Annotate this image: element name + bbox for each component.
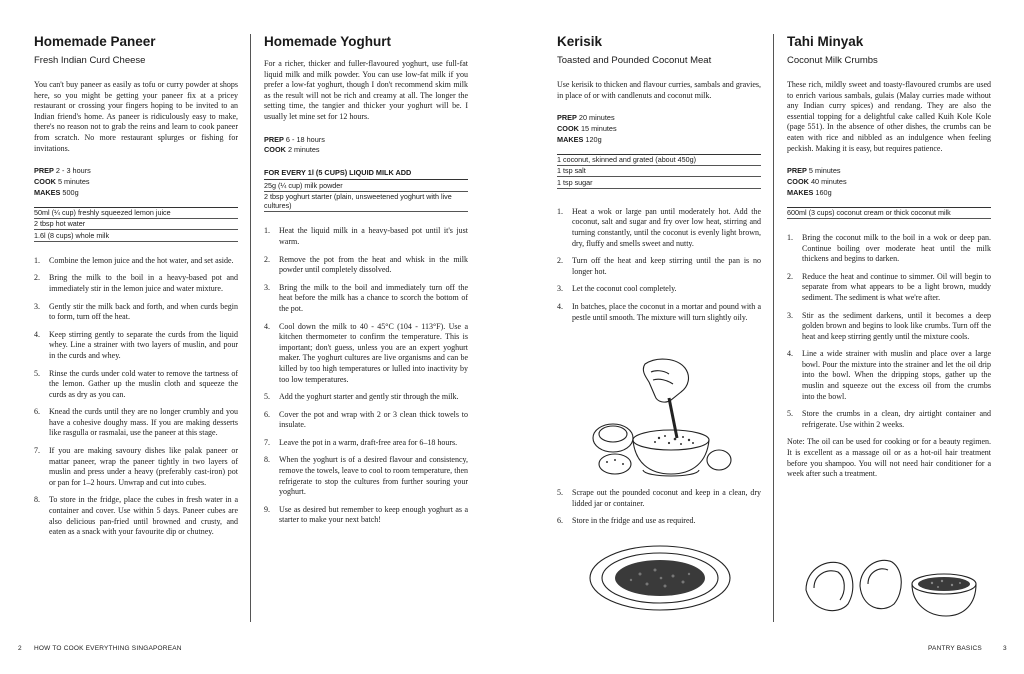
- step-number: 3.: [34, 301, 40, 311]
- cook-time: 15 minutes: [580, 123, 617, 133]
- ingredient-item: 1 coconut, skinned and grated (about 450g): [557, 155, 761, 166]
- method-step: [264, 438, 468, 449]
- method-step: [264, 226, 468, 247]
- prep-time: 20 minutes: [578, 113, 615, 123]
- prep-time: 2 - 3 hours: [55, 166, 91, 176]
- method-step: [787, 233, 991, 265]
- step-number: 4.: [787, 349, 793, 359]
- step-number: 2.: [787, 271, 793, 281]
- ingredient-list: [264, 179, 468, 212]
- step-number: 6.: [557, 516, 563, 526]
- step-number: 1.: [787, 232, 793, 242]
- method-step: [557, 488, 761, 509]
- method-step: [34, 446, 238, 488]
- makes-label: MAKES: [557, 134, 584, 144]
- ingredient-item: 1 tsp sugar: [557, 177, 761, 188]
- recipe-meta: [34, 166, 238, 198]
- method-steps: [557, 488, 761, 527]
- running-footer-left: HOW TO COOK EVERYTHING SINGAPOREAN: [34, 645, 182, 652]
- plate-illustration: [585, 538, 735, 618]
- ingredient-item: 1 tsp salt: [557, 166, 761, 177]
- method-step: [264, 392, 468, 403]
- cook-time: 40 minutes: [810, 176, 847, 186]
- ingredient-list: [557, 154, 761, 189]
- prep-label: PREP: [557, 113, 577, 123]
- column-divider: [250, 34, 251, 622]
- step-number: 3.: [557, 284, 563, 294]
- ingredient-item: 50ml (¼ cup) freshly squeezed lemon juice: [34, 208, 238, 219]
- step-number: 2.: [34, 273, 40, 283]
- step-number: 2.: [557, 256, 563, 266]
- step-number: 5.: [34, 368, 40, 378]
- recipe-title: Homemade Paneer: [34, 34, 156, 49]
- step-text: Heat a wok or large pan until moderately hot. Add the coconut, salt and sugar and fry over low heat, stirring and turning constantly, until the coconut is evenly light brown, dry, fluffy and smells sweet and nutty.: [572, 206, 761, 248]
- step-number: 1.: [264, 226, 270, 236]
- step-text: Leave the pot in a warm, draft-free area for 6–18 hours.: [279, 437, 458, 447]
- step-text: Let the coconut cool completely.: [572, 284, 677, 294]
- step-number: 3.: [787, 310, 793, 320]
- method-step: [34, 330, 238, 362]
- kerisik-recipe: [557, 34, 761, 330]
- step-text: In batches, place the coconut in a mortar and pound with a pestle until smooth. The mixture will turn slightly oily.: [572, 301, 761, 322]
- recipe-note: Note: The oil can be used for cooking or for a beauty regimen. It is excellent as a massage oil or as a hot-oil hair treatment before you shampoo. You will not need hair conditioner for a week after such a treatment.: [787, 437, 991, 479]
- step-text: Line a wide strainer with muslin and place over a large bowl. Pour the mixture into the strainer and let the oil drip into the bowl. When the dripping stops, gather up the muslin and squeeze out the excess oil from the crumbs into the bowl.: [802, 349, 991, 401]
- method-steps: [787, 233, 991, 431]
- makes-amount: 120g: [585, 134, 602, 144]
- page-number-right: 3: [1003, 645, 1007, 652]
- makes-label: MAKES: [34, 187, 61, 197]
- step-number: 1.: [557, 206, 563, 216]
- method-step: [264, 283, 468, 315]
- step-number: 3.: [264, 282, 270, 292]
- step-text: Knead the curds until they are no longer crumbly and you have a cohesive doughy mass. If you are making desserts like rasgulla or rasmalai, use the paneer at this stage.: [49, 407, 238, 438]
- step-number: 5.: [264, 392, 270, 402]
- tahi-minyak-recipe: [787, 34, 991, 488]
- recipe-intro: These rich, mildly sweet and toasty-flavoured crumbs are used to enrich various sambals, gulais (Malay curries made without any Indian curry spices) and rendang. They are also the essential topping for a delightful cake called Kuih Kole Kole (page 551). In the absence of other dishes, the crumbs can be eaten with rice and nibbled as an indulgence when feeling peckish. Making it is easy, but requires patience.: [787, 80, 991, 153]
- step-number: 1.: [34, 255, 40, 265]
- mortar-pestle-illustration: [585, 352, 735, 482]
- method-step: [34, 302, 238, 323]
- ingredient-item: 600ml (3 cups) coconut cream or thick coconut milk: [787, 208, 991, 219]
- paneer-recipe: [34, 34, 238, 545]
- method-steps: [34, 256, 238, 538]
- method-step: [34, 369, 238, 401]
- cook-time: 2 minutes: [287, 145, 320, 155]
- cook-label: COOK: [787, 176, 809, 186]
- method-step: [264, 255, 468, 276]
- step-text: Rinse the curds under cold water to remove the tartness of the lemon. Gather up the muslin cloth and squeeze the curds as dry as you can.: [49, 368, 238, 399]
- makes-amount: 160g: [815, 187, 832, 197]
- makes-amount: 500g: [62, 187, 79, 197]
- recipe-subtitle: Toasted and Pounded Coconut Meat: [557, 55, 712, 66]
- step-number: 7.: [34, 446, 40, 456]
- recipe-meta: [264, 135, 468, 157]
- recipe-intro: For a richer, thicker and fuller-flavoured yoghurt, use full-fat liquid milk and milk powder. You can use low-fat milk if you prefer a low-fat yoghurt, though I don't recommend skim milk as the result will not be rich and creamy at all. The longer the setting time, the tangier and thicker your yoghurt will be. I usually let mine set for 12 hours.: [264, 59, 468, 121]
- running-footer-right: PANTRY BASICS: [928, 645, 982, 652]
- step-text: Bring the coconut milk to the boil in a wok or deep pan. Continue boiling over moderate heat until the milk thickens and begins to darken.: [802, 232, 991, 264]
- step-number: 5.: [557, 488, 563, 497]
- step-text: Scrape out the pounded coconut and keep in a clean, dry lidded jar or container.: [572, 488, 761, 508]
- step-text: Remove the pot from the heat and whisk in the milk powder until completely dissolved.: [279, 254, 468, 275]
- method-step: [264, 410, 468, 431]
- recipe-title: Homemade Yoghurt: [264, 34, 392, 49]
- method-step: [787, 349, 991, 402]
- cook-label: COOK: [264, 145, 286, 155]
- step-number: 5.: [787, 409, 793, 419]
- recipe-intro: You can't buy paneer as easily as tofu or curry powder at shops here, so you might be getting your paneer fix at a pricey restaurant or crossing your fingers hoping to be invited to an Indian friend's home. As paneer is ridiculously easy to make, there's no reason not to grab the reins and learn to cook paneer from scratch. No more restaurant splurges or fishing for invitations.: [34, 80, 238, 153]
- method-step: [34, 256, 238, 267]
- step-number: 2.: [264, 254, 270, 264]
- recipe-meta: [557, 113, 761, 145]
- recipe-subtitle: Coconut Milk Crumbs: [787, 55, 878, 66]
- coconut-bowl-illustration: [800, 550, 980, 620]
- ingredient-item: 2 tbsp hot water: [34, 219, 238, 230]
- method-step: [557, 207, 761, 249]
- method-step: [34, 495, 238, 537]
- step-number: 8.: [34, 495, 40, 505]
- cook-label: COOK: [34, 176, 56, 186]
- ingredient-item: 1.6l (8 cups) whole milk: [34, 230, 238, 241]
- step-number: 8.: [264, 455, 270, 465]
- step-text: Combine the lemon juice and the hot water, and set aside.: [49, 255, 234, 265]
- step-number: 4.: [264, 321, 270, 331]
- step-text: Use as desired but remember to keep enough yoghurt as a starter to make your next batch!: [279, 504, 468, 525]
- step-text: Bring the milk to the boil in a heavy-based pot and immediately stir in the lemon juice and water mixture.: [49, 273, 238, 293]
- prep-time: 6 - 18 hours: [285, 134, 325, 144]
- method-step: [557, 516, 761, 527]
- step-text: Bring the milk to the boil and immediately turn off the heat before the milk has a chance to scorch the bottom of the pot.: [279, 282, 468, 313]
- step-text: Cool down the milk to 40 - 45°C (104 - 113°F). Use a kitchen thermometer to confirm the temperature. This is important; don't guess, unless you are an expert yoghurt maker. The yoghurt cultures are live organisms and can be killed by too high temperatures or lulled into inactivity by too low temperatures.: [279, 321, 468, 384]
- ingredient-list: [34, 207, 238, 242]
- step-text: To store in the fridge, place the cubes in fresh water in a container and cover. Use within 5 days. Paneer cubes are also delicious pan-fried until browned and crusty, and eaten as a snack with your favourite dip or chutney.: [49, 495, 238, 537]
- step-text: Heat the liquid milk in a heavy-based pot until it's just warm.: [279, 226, 468, 246]
- ingredient-item: 25g (¼ cup) milk powder: [264, 180, 468, 191]
- method-step: [787, 272, 991, 304]
- prep-label: PREP: [34, 166, 54, 176]
- method-step: [264, 322, 468, 386]
- ingredient-list: [787, 207, 991, 219]
- ingredient-heading: FOR EVERY 1l (5 CUPS) LIQUID MILK ADD: [264, 168, 412, 178]
- step-number: 4.: [34, 329, 40, 339]
- cook-label: COOK: [557, 123, 579, 133]
- method-step: [557, 284, 761, 295]
- step-number: 6.: [34, 407, 40, 417]
- step-text: If you are making savoury dishes like palak paneer or mattar paneer, wrap the paneer tightly in two layers of muslin and press under a heavy (preferably cast-iron) pot or pan for 1–2 hours. Unwrap and cut into cubes.: [49, 446, 238, 487]
- prep-time: 5 minutes: [808, 166, 841, 176]
- recipe-subtitle: Fresh Indian Curd Cheese: [34, 55, 146, 66]
- prep-label: PREP: [787, 166, 807, 176]
- recipe-intro: Use kerisik to thicken and flavour curries, sambals and gravies, in place of or with candlenuts and coconut milk.: [557, 80, 761, 100]
- step-number: 4.: [557, 301, 563, 311]
- recipe-title: Kerisik: [557, 34, 603, 49]
- method-step: [557, 302, 761, 323]
- method-step: [787, 409, 991, 430]
- makes-label: MAKES: [787, 187, 814, 197]
- prep-label: PREP: [264, 134, 284, 144]
- yoghurt-recipe: [264, 34, 468, 533]
- recipe-meta: [787, 166, 991, 198]
- recipe-title: Tahi Minyak: [787, 34, 864, 49]
- method-step: [264, 505, 468, 526]
- step-text: Reduce the heat and continue to simmer. Oil will begin to separate from what appears to be a light brown, muddy sediment. The sediment is what we're after.: [802, 271, 991, 302]
- method-steps: [264, 226, 468, 526]
- cook-time: 5 minutes: [57, 176, 90, 186]
- kerisik-recipe-continued: [557, 488, 761, 534]
- method-step: [34, 273, 238, 294]
- method-step: [264, 455, 468, 497]
- step-text: Store the crumbs in a clean, dry airtight container and refrigerate. Use within 2 weeks.: [802, 409, 991, 429]
- column-divider: [773, 34, 774, 622]
- step-text: Stir as the sediment darkens, until it becomes a deep golden brown and begins to look like crumbs. Turn off the heat and keep stirring gently until the mixture cools.: [802, 310, 991, 341]
- method-steps: [557, 207, 761, 323]
- step-text: Add the yoghurt starter and gently stir through the milk.: [279, 392, 459, 402]
- method-step: [557, 256, 761, 277]
- ingredient-item: 2 tbsp yoghurt starter (plain, unsweetened yoghurt with live cultures): [264, 192, 468, 213]
- page-number-left: 2: [18, 645, 22, 652]
- step-text: Cover the pot and wrap with 2 or 3 clean thick towels to insulate.: [279, 409, 468, 430]
- step-number: 7.: [264, 437, 270, 447]
- step-text: Gently stir the milk back and forth, and when curds begin to form, turn off the heat.: [49, 301, 238, 322]
- method-step: [34, 407, 238, 439]
- step-number: 6.: [264, 409, 270, 419]
- step-text: Store in the fridge and use as required.: [572, 516, 696, 526]
- method-step: [787, 311, 991, 343]
- step-number: 9.: [264, 504, 270, 514]
- step-text: Turn off the heat and keep stirring until the pan is no longer hot.: [572, 256, 761, 276]
- step-text: When the yoghurt is of a desired flavour and consistency, remove the towels, leave to cool to room temperature, then refrigerate to stop the cultures from further souring your yoghurt.: [279, 455, 468, 497]
- step-text: Keep stirring gently to separate the curds from the liquid whey. Line a strainer with two layers of muslin, and pour in the curds and whey.: [49, 329, 238, 360]
